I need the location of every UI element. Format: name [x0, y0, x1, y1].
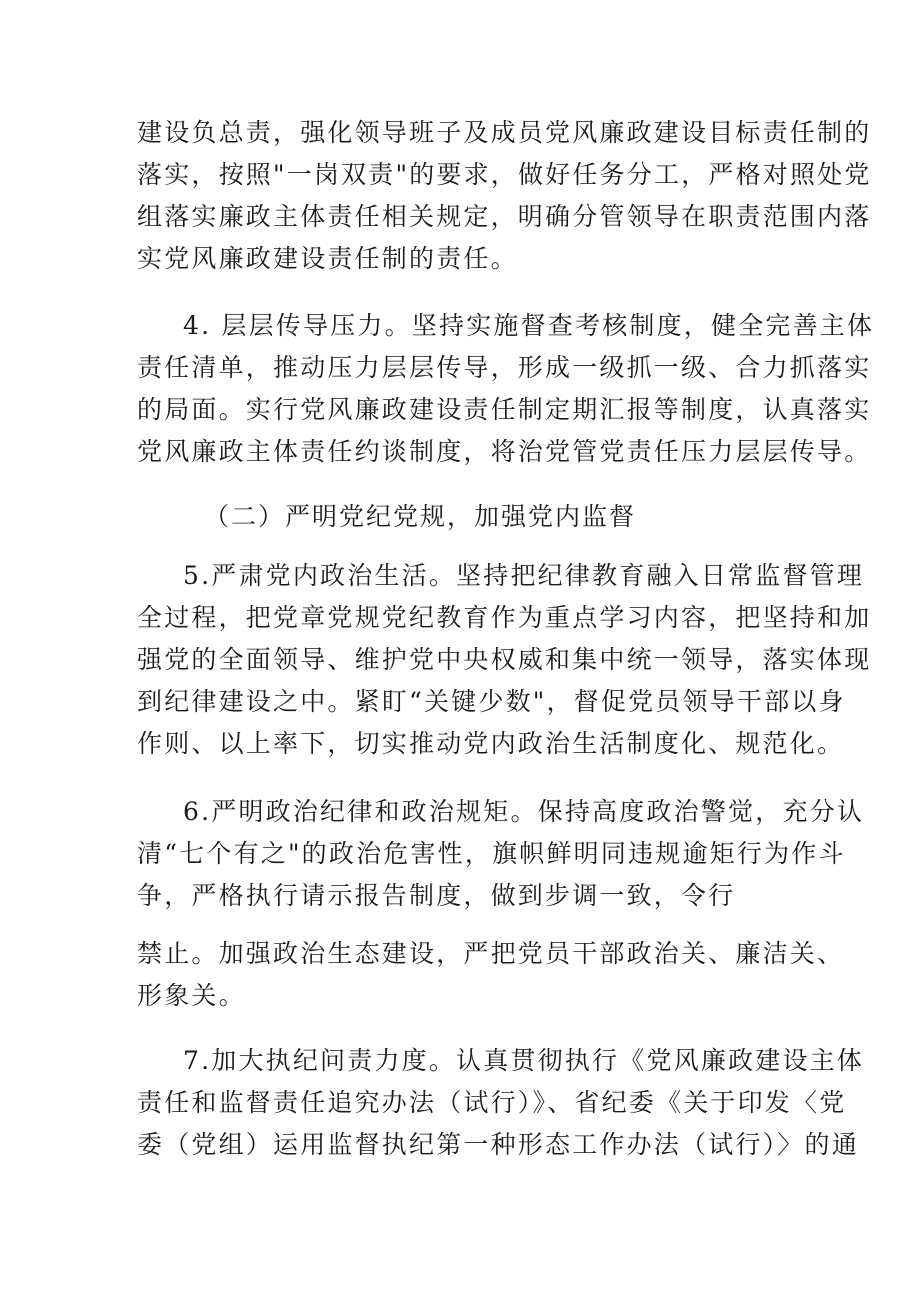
text-line: 的局面。实行党风廉政建设责任制定期汇报等制度，认真落实 — [137, 395, 872, 424]
text-line: 落实，按照"一岗双责"的要求，做好任务分工，严格对照处党 — [137, 160, 872, 189]
text-line: 7.加大执纪问责力度。认真贯彻执行《党风廉政建设主体 — [183, 1046, 865, 1075]
text-line: 4. 层层传导压力。坚持实施督查考核制度，健全完善主体 — [183, 311, 875, 340]
text-line: 清“七个有之"的政治危害性，旗帜鲜明同违规逾矩行为作斗 — [137, 839, 846, 868]
text-line: 禁止。加强政治生态建设，严把党员干部政治关、廉洁关、 — [137, 939, 845, 968]
text-line: 委（党组）运用监督执纪第一种形态工作办法（试行）〉的通 — [137, 1130, 859, 1159]
text-line: 责任和监督责任追究办法（试行）》、省纪委《关于印发〈党 — [137, 1088, 847, 1117]
text-line: 作则、以上率下，切实推动党内政治生活制度化、规范化。 — [137, 729, 845, 758]
text-line: 责任清单，推动压力层层传导，形成一级抓一级、合力抓落实 — [137, 353, 872, 382]
text-line: 5.严肃党内政治生活。坚持把纪律教育融入日常监督管理 — [183, 561, 865, 590]
section-heading: （二）严明党纪党规，加强党内监督 — [204, 502, 637, 531]
text-line: 强党的全面领导、维护党中央权威和集中统一领导，落实体现 — [137, 645, 872, 674]
text-line: 6.严明政治纪律和政治规矩。保持高度政治警觉，充分认 — [183, 797, 865, 826]
text-line: 全过程，把党章党规党纪教育作为重点学习内容，把坚持和加 — [137, 603, 872, 632]
text-line: 到纪律建设之中。紧盯“关键少数"，督促党员领导干部以身 — [137, 687, 846, 716]
text-line: 实党风廉政建设责任制的责任。 — [137, 244, 518, 273]
text-line: 形象关。 — [137, 981, 246, 1010]
text-line: 争，严格执行请示报告制度，做到步调一致，令行 — [137, 881, 736, 910]
text-line: 党风廉政主体责任约谈制度，将治党管党责任压力层层传导。 — [137, 437, 872, 466]
text-line: 建设负总责，强化领导班子及成员党风廉政建设目标责任制的 — [137, 118, 872, 147]
text-line: 组落实廉政主体责任相关规定，明确分管领导在职责范围内落 — [137, 202, 872, 231]
